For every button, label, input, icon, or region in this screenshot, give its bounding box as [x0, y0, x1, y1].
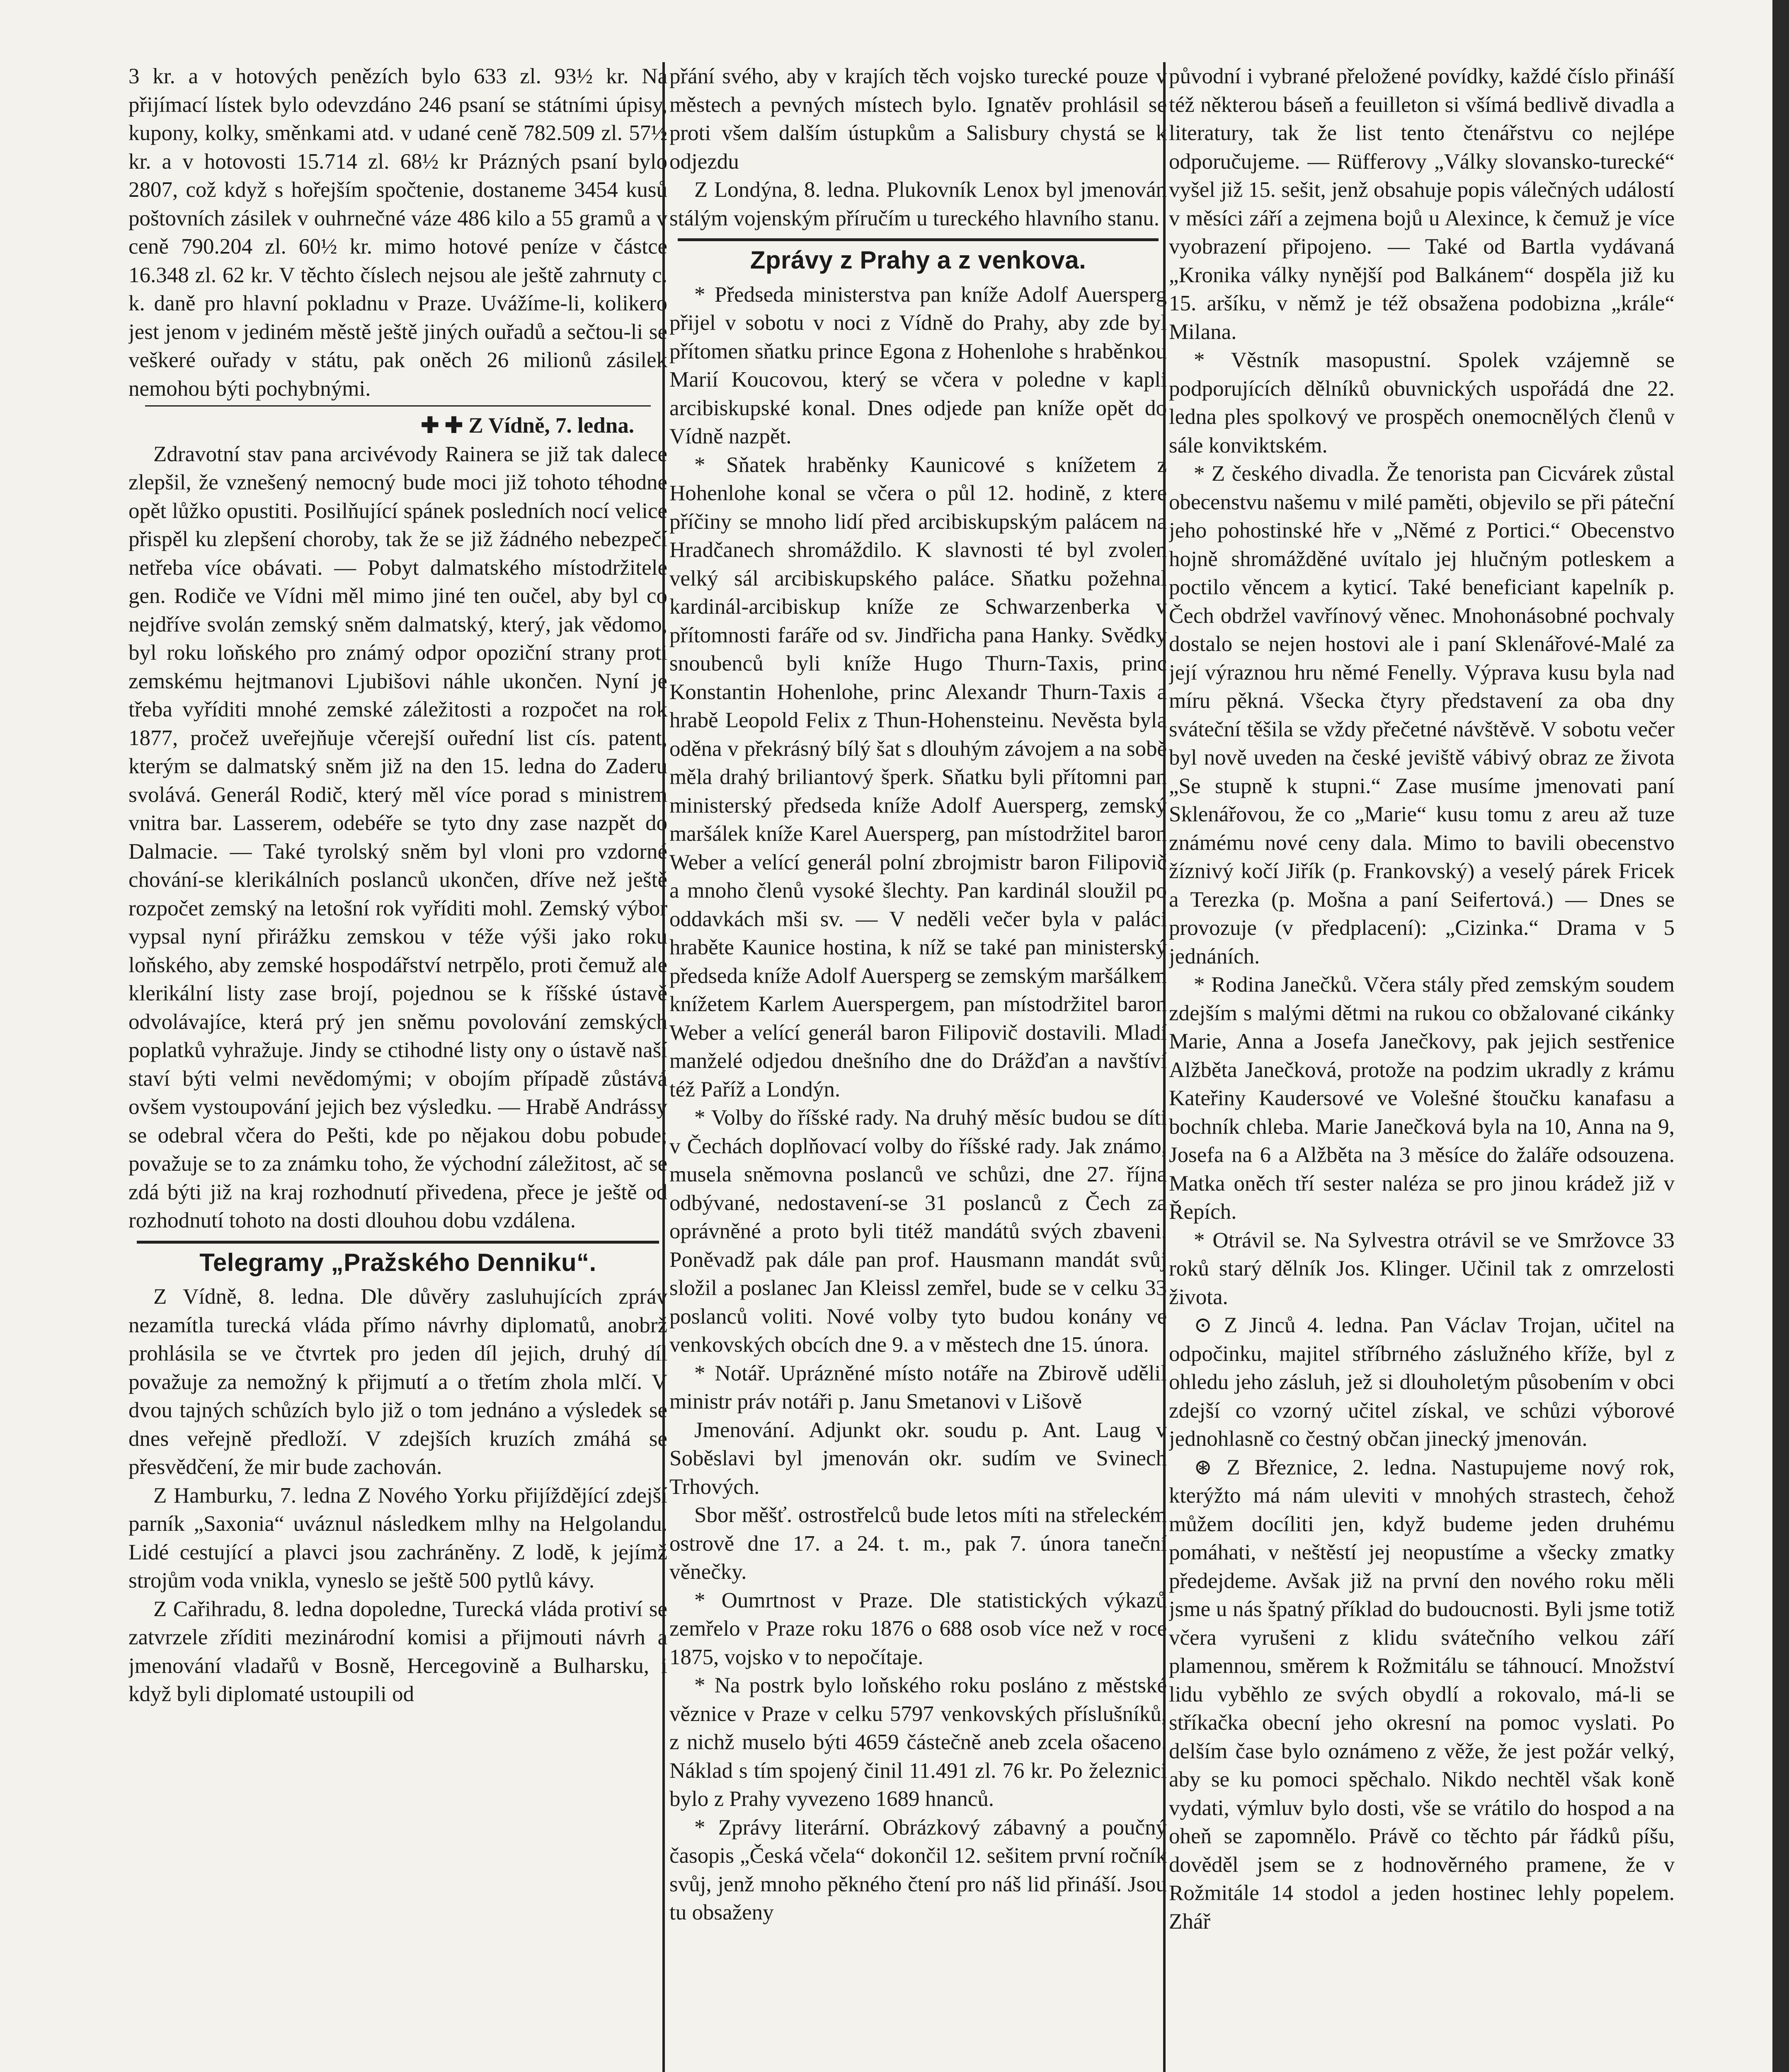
- section-divider: [678, 238, 1159, 241]
- article-paragraph: přání svého, aby v krajích těch vojsko turecké pouze v městech a pevných místech bylo. Ignatěv prohlásil se proti všem dalším ústupkům a Salisbury chystá se k odjezdu: [669, 64, 1167, 174]
- news-item: * Na postrk bylo loňského roku posláno z městské věznice v Praze v celku 5797 venkovských příslušníků, z nichž muselo býti 4659 částečně aneb zcela ošaceno. Náklad s tím spojený činil 11.491 zl. 76 kr. Po železnici bylo z Prahy vyvezeno 1689 hnanců.: [669, 1673, 1167, 1811]
- column-2: [669, 62, 1167, 2072]
- article-paragraph: Zdravotní stav pana arcivévody Rainera se již tak dalece zlepšil, že vznešený nemocný bude moci již tohoto téhodne opět lůžko opustiti. Posilňující spánek posledních nocí velice přispěl ku zlepšení choroby, tak že se již žádného nebezpečí netřeba více obávati. — Pobyt dalmatského místodržitele gen. Rodiče ve Vídni měl mimo jiné ten oučel, aby byl co nejdříve svolán zemský sněm dalmatský, který, jak vědomo, byl roku loňského pro známý odpor opoziční strany proti zemskému hejtmanovi Ljubišovi náhle ukončen. Nyní je třeba vyříditi mnohé zemské záležitosti a rozpočet na rok 1877, pročež uveřejňuje včerejší ouřední list cís. patent, kterým se dalmatský sněm již na den 15. ledna do Zaderu svolává. Generál Rodič, který měl více porad s ministrem vnitra bar. Lasserem, odebéře se tyto dny zase nazpět do Dalmacie. — Také tyrolský sněm byl vloni pro vzdorné chování-se klerikálních poslanců ukončen, dříve než ještě rozpočet zemský na letošní rok vyříditi mohl. Zemský výbor vypsal nyní přirážku zemskou v téže výši jako roku loňského, aby zemské hospodářství netrpělo, proti čemuž ale klerikální listy zase brojí, pojednou se k říšské ústavě odvolávajíce, která prý jen sněmu povolování zemských poplatků vyhražuje. Jindy se ctihodné listy ony o ústavě naší staví býti velmi nevědomými; v obojím případě zůstává ovšem vystoupování jejich bez výsledku. — Hrabě Andrássy se odebral včera do Pešti, kde po nějakou dobu pobude; považuje se to za známku toho, že východní záležitost, ač se zdá býti již na kraj rozhodnutí přivedena, přece je ještě od rozhodnutí tohoto na dosti dlouhou dobu vzdálena.: [128, 442, 667, 1232]
- scan-margin: [1772, 0, 1789, 2072]
- news-item: ⊙ Z Jinců 4. ledna. Pan Václav Trojan, učitel na odpočinku, majitel stříbrného záslužného kříže, byl z ohledu jeho zásluh, jež si dlouholetým působením v obci zdejší co vzorný učitel získal, ve schůzi výborové jednohlasně co čestný občan jinecký jmenován.: [1169, 1313, 1675, 1451]
- news-item: Jmenování. Adjunkt okr. soudu p. Ant. Laug v Soběslavi byl jmenován okr. sudím ve Svinech Trhových.: [669, 1418, 1167, 1499]
- news-item: * Oumrtnost v Praze. Dle statistických výkazů zemřelo v Praze roku 1876 o 688 osob více než v roce 1875, vojsko v to nepočítaje.: [669, 1588, 1167, 1669]
- news-item: * Sňatek hraběnky Kaunicové s knížetem z Hohenlohe konal se včera o půl 12. hodině, z ktere příčiny se mnoho lidí před arcibiskupským palácem na Hradčanech shromáždilo. K slavnosti té byl zvolen velký sál arcibiskupského paláce. Sňatku požehnal kardinál-arcibiskup kníže ze Schwarzenberka v přítomnosti faráře od sv. Jindřicha pana Hanky. Svědky snoubenců byli kníže Hugo Thurn-Taxis, princ Konstantin Hohenlohe, princ Alexandr Thurn-Taxis a hrabě Leopold Felix z Thun-Hohensteinu. Nevěsta byla oděna v překrásný bílý šat s dlouhým závojem a na sobě měla drahý briliantový šperk. Sňatku byli přítomni pan ministerský předseda kníže Adolf Auersperg, zemský maršálek kníže Karel Auersperg, pan místodržitel baron Weber a velící generál polní zbrojmistr baron Filipovič a mnoho členů vysoké šlechty. Pan kardinál sloužil po oddavkách mši sv. — V neděli večer byla v paláci hraběte Kaunice hostina, k níž se také pan ministerský předseda kníže Adolf Auersperg se zemským maršálkem knížetem Karlem Auerspergem, pan místodržitel baron Weber a velící generál baron Filipovič dostavili. Mladí manželé odjedou dnešního dne do Drážďan a navštíví též Paříž a Londýn.: [669, 453, 1167, 1101]
- news-item: * Zprávy literární. Obrázkový zábavný a poučný časopis „Česká včela“ dokončil 12. sešitem první ročník svůj, jenž mnoho pěkného čtení pro náš lid přináší. Jsou tu obsaženy: [669, 1815, 1167, 1924]
- section-heading-telegrams: Telegramy „Pražského Denniku“.: [199, 1248, 596, 1276]
- dateline-vienna: ✚ ✚ Z Vídně, 7. ledna.: [421, 414, 634, 438]
- news-item: * Věstník masopustní. Spolek vzájemně se podporujících dělníků obuvnických uspořádá dne 22. ledna ples spolkový ve prospěch onemocnělých členů v sále konviktském.: [1169, 348, 1675, 457]
- section-heading-news: Zprávy z Prahy a z venkova.: [750, 246, 1086, 274]
- news-item: ⊛ Z Březnice, 2. ledna. Nastupujeme nový rok, kterýžto má nám uleviti v mnohých strastech, čehož můžem docíliti jen, když budeme jeden druhému pomáhati, v neštěstí jej neopustíme a všecky zmatky předejdeme. Avšak již na první den nového roku měli jsme u nás špatný příklad do budoucnosti. Byli jsme totiž včera vyrušeni z klidu svátečního velkou září plamennou, směrem k Rožmitálu se táhnoucí. Množství lidu vyběhlo ze svých obydlí a rokovalo, má-li se stříkačka obecní jeho okresní na pomoc vyslati. Po delším čase bylo oznámeno z věže, že jest požár velký, aby se ku pomoci spěchalo. Nikdo nechtěl však koně vydati, výmluv bylo dosti, vše se vrátilo do hospod a na oheň se zapomnělo. Právě co těchto pár řádků píšu, dověděl jsem se z hodnověrného pramene, že v Rožmitále 14 stodol a jeden hostinec lehly popelem. Zhář: [1169, 1455, 1675, 1934]
- news-item: * Volby do říšské rady. Na druhý měsíc budou se díti v Čechách doplňovací volby do říšské rady. Jak známo, musela sněmovna poslanců ve schůzi, dne 27. října odbývané, nedostavení-se 31 poslanců z Čech za oprávněné a proto byli titéž mandátů svých zbaveni. Poněvadž pak dále pan prof. Hausmann mandát svůj složil a poslanec Jan Kleissl zemřel, bude se v celku 33 poslanců voliti. Nové volby tyto budou konány ve venkovských obcích dne 9. a v městech dne 15. února.: [669, 1106, 1167, 1357]
- news-item: * Z českého divadla. Že tenorista pan Cicvárek zůstal obecenstvu našemu v milé paměti, objevilo se při páteční jeho pohostinské hře v „Němé z Portici.“ Obecenstvo hojně shromážděné uvítalo jej hlučným potleskem a poctilo věncem a kyticí. Také beneficiant kapelník p. Čech obdržel vavřínový věnec. Mnohonásobné pochvaly dostalo se nejen hostovi ale i paní Sklenářové-Malé za její výraznou hru němé Fenelly. Výprava kusu byla nad míru pěkná. Všecka čtyry představení za oba dny sváteční těšila se vždy přečetné návštěvě. V sobotu večer byl nově uveden na české jeviště vábivý obraz ze života „Se stupně k stupni.“ Zase musíme jmenovati paní Sklenářovou, že co „Marie“ kusu tomu z areu až tuze známému nové ceny dala. Mimo to bavili obecenstvo žíznivý kočí Jiřík (p. Frankovský) a veselý párek Fricek a Terezka (p. Mošna a paní Seifertová.) — Dnes se provozuje (v předplacení): „Cizinka.“ Drama v 5 jednáních.: [1169, 462, 1675, 968]
- telegram-item: Z Londýna, 8. ledna. Plukovník Lenox byl jmenován stálým vojenským příručím u tureckého hlavního stanu.: [669, 178, 1167, 230]
- section-divider: [137, 1241, 659, 1244]
- news-item: * Otrávil se. Na Sylvestra otrávil se ve Smržovce 33 roků starý dělník Jos. Klinger. Učinil tak z omrzelosti života.: [1169, 1228, 1675, 1309]
- column-1: [128, 62, 667, 2072]
- news-item: * Notář. Uprázněné místo notáře na Zbirově udělil ministr práv notáři p. Janu Smetanovi v Lišově: [669, 1361, 1167, 1414]
- telegram-item: Z Vídně, 8. ledna. Dle důvěry zasluhujících zpráv nezamítla turecká vláda přímo návrhy diplomatů, anobrž prohlásila se ve čtvrtek pro jeden díl jejich, druhý díl považuje za nemožný k přijmutí a o třetím zhola mlčí. V dvou tajných schůzích bylo již o tom jednáno a výsledek se dnes veřejně předloží. V zdejších kruzích zmáhá se přesvědčení, že mir bude zachován.: [128, 1285, 667, 1479]
- telegram-item: Z Cařihradu, 8. ledna dopoledne, Turecká vláda protiví se zatvrzele zříditi mezinárodní komisi a přijmouti návrh a jmenování vladařů v Bosně, Hercegovině a Bulharsku, i když byli diplomaté ustoupili od: [128, 1597, 667, 1706]
- telegram-item: Z Hamburku, 7. ledna Z Nového Yorku přijíždějící zdejší parník „Saxonia“ uváznul následkem mlhy na Helgolandu. Lidé cestující a plavci jsou zachráněny. Z lodě, k jejímž strojům voda vnikla, vyneslo se ještě 500 pytlů kávy.: [128, 1483, 667, 1593]
- news-item: * Předseda ministerstva pan kníže Adolf Auersperg přijel v sobotu v noci z Vídně do Prahy, aby zde byl přítomen sňatku prince Egona z Hohenlohe s hraběnkou Marií Koucovou, který se včera v poledne v kapli arcibiskupské konal. Dnes odjede pan kníže opět do Vídně nazpět.: [669, 282, 1167, 448]
- article-paragraph: 3 kr. a v hotových penězích bylo 633 zl. 93½ kr. Na přijímací lístek bylo odevzdáno 246 psaní se státními úpisy, kupony, kolky, směnkami atd. v udané ceně 782.509 zl. 57½ kr. a v hotovosti 15.714 zl. 68½ kr Prázných psaní bylo 2807, což když s hořejším spočtenie, dostaneme 3454 kusů poštovních zásilek v ouhrnečné váze 486 kilo a 55 gramů a v ceně 790.204 zl. 60½ kr. mimo hotové peníze v částce 16.348 zl. 62 kr. V těchto číslech nejsou ale ještě zahrnuty c. k. daně pro hlavní pokladnu v Praze. Uvážíme-li, kolikero jest jenom v jediném městě ještě jiných ouřadů a sečtou-li se veškeré ouřady v státu, pak oněch 26 milionů zásilek nemohou býti pochybnými.: [128, 64, 667, 401]
- news-item: Sbor měšť. ostrostřelců bude letos míti na střeleckém ostrově dne 17. a 24. t. m., pak 7. února taneční věnečky.: [669, 1503, 1167, 1584]
- column-3: [1169, 62, 1675, 2072]
- article-paragraph: původní i vybrané přeložené povídky, každé číslo přináší též některou báseň a feuilleton si všímá bedlivě divadla a literatury, tak že list tento čtenářstvu co nejlépe odporučujeme. — Rüfferovy „Války slovansko-turecké“ vyšel již 15. sešit, jenž obsahuje popis válečných událostí v měsíci září a zejmena bojů u Alexince, k čemuž je více vyobrazení připojeno. — Také od Bartla vydávaná „Kronika války nynější pod Balkánem“ dospěla již ku 15. aršíku, v němž je též obsažena podobizna „krále“ Milana.: [1169, 64, 1675, 344]
- divider: [145, 405, 651, 407]
- news-item: * Rodina Janečků. Včera stály před zemským soudem zdejším s malými dětmi na rukou co obžalované cikánky Marie, Anna a Josefa Janečkovy, pak jejich sestřenice Alžběta Janečková, protože na podzim ukradly z krámu Kateřiny Kaudersové ve Volešné štoučku kanafasu a bochník chleba. Marie Janečková byla na 10, Anna na 9, Josefa na 6 a Alžběta na 3 měsíce do žaláře odsouzena. Matka oněch tří sester naléza se pro jinou krádež již v Řepích.: [1169, 973, 1675, 1224]
